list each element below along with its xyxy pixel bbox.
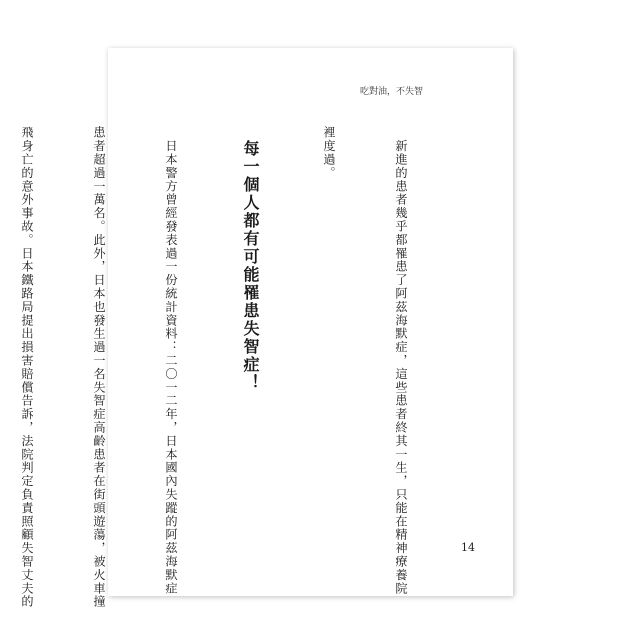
body-text: [0, 126, 461, 609]
paragraph-line: 患者超過一萬名。此外，日本也發生過一名失智症高齡患者在街頭遊蕩，被火車撞: [92, 126, 106, 609]
paragraph-line: 裡度過。: [322, 126, 336, 180]
paragraph-line: 新進的患者幾乎都罹患了阿茲海默症，這些患者終其一生，只能在精神療養院: [394, 126, 408, 595]
section-heading: 每一個人都有可能罹患失智症！: [241, 140, 260, 392]
running-header: 吃對油，不失智: [359, 87, 423, 97]
page-number: 14: [461, 541, 475, 554]
paragraph-line: 飛身亡的意外事故。日本鐵路局提出損害賠償告訴，法院判定負責照顧失智丈夫的: [20, 126, 34, 609]
book-page: [20, 48, 513, 609]
paragraph-line: 日本警方曾經發表過一份統計資料：二〇一二年，日本國內失蹤的阿茲海默症: [164, 126, 178, 595]
